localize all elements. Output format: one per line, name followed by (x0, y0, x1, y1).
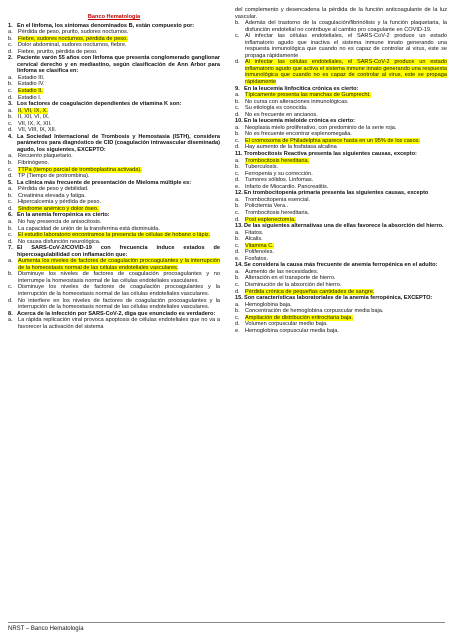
option-text: Neoplasia mielo proliferativo, con predominio de la serie roja. (245, 124, 397, 131)
option-text: Trombocitopenia esencial. (245, 196, 311, 203)
option-letter: a. (235, 229, 240, 236)
option-text: Volumen corpuscular medio baja. (245, 321, 328, 328)
option-letter: b. (235, 275, 240, 282)
option-letter: c. (235, 314, 240, 321)
option-letter: a. (8, 29, 13, 36)
option-letter: c. (235, 242, 240, 249)
option-letter: d. (235, 216, 240, 223)
option-letter: c. (235, 105, 240, 112)
option-text: Síndrome anémico y dolor óseo. (18, 205, 99, 212)
option-text: Hay aumento de la fosfatasa alcalina (245, 144, 337, 151)
option-text: Alteración en el transporte de hierro. (245, 275, 336, 282)
option-letter: a. (235, 157, 240, 164)
option-text: El cromosoma de Philadelphia aparece hasta en un 95% de los casos. (245, 137, 421, 144)
option-text: No causa disfunción neurológica. (18, 238, 101, 245)
option-letter: d. (235, 111, 240, 118)
option-letter: d. (8, 238, 13, 245)
option-letter: d. (235, 177, 240, 184)
option-letter: c. (235, 170, 240, 177)
question-text: En la leucemia linfocítica crónica es cierto: (244, 85, 359, 92)
option-text: Trombocitosis hereditaria. (245, 157, 310, 164)
option-text: Tumores sólidos. Linfomas. (245, 177, 314, 184)
question-text: La Sociedad Internacional de Trombosis y Hemostasia (ISTH), considera parámetros para diagnóstico de CID (coagulación intravascular diseminada) agudo, los siguientes, EXCEPTO: (17, 133, 220, 153)
option-text: Estadio III. (18, 74, 45, 81)
option-letter: b. (8, 225, 13, 232)
option-text: Estadio I. (18, 94, 42, 101)
answer-option-highlighted (235, 59, 447, 85)
option-letter: b. (8, 192, 13, 199)
option-text: Fosfatos. (245, 255, 269, 262)
option-text: Dolor abdominal, sudores nocturnos, fiebre. (18, 42, 127, 49)
option-text: Polifenoles. (245, 249, 274, 256)
option-text: Policitemia Vera.. (245, 203, 289, 210)
option-letter: c. (235, 137, 240, 144)
question-text: En el linfoma, los síntomas denominados B, están compuesto por: (17, 22, 195, 29)
question-number: 6. (8, 212, 13, 219)
option-letter: a. (8, 186, 13, 193)
question-stem (235, 151, 447, 158)
option-letter: c. (235, 281, 240, 288)
question-number: 2. (8, 55, 13, 62)
option-text: Concentración de hemoglobina corpuscular media baja. (245, 308, 384, 315)
left-question-list (8, 23, 220, 331)
option-letter: b. (235, 236, 240, 243)
option-letter: d. (8, 297, 13, 304)
answer-option (8, 298, 220, 311)
option-text: Fibrinógeno. (18, 160, 50, 167)
question-stem (8, 134, 220, 154)
option-letter: c. (235, 209, 240, 216)
option-text: VII, IX, X, XII. (18, 120, 52, 127)
option-text: Fitatos. (245, 229, 264, 236)
option-text: Fiebre, sudores nocturnos, pérdida de peso. (18, 35, 128, 42)
option-letter: a. (8, 107, 13, 114)
option-letter: d. (8, 173, 13, 180)
option-letter: d. (8, 48, 13, 55)
option-letter: c. (8, 199, 13, 206)
question-number: 9. (235, 85, 240, 92)
question-text: Son características laboratoriales de la anemia ferropénica, EXCEPTO: (244, 295, 433, 302)
question-number: 13. (235, 223, 243, 230)
option-text: El estudio laboratorio encontramos la presencia de células de hobano o lápiz. (18, 232, 211, 239)
question-text: Se considera la causa más frecuente de anemia ferropénica en el adulto: (244, 262, 438, 269)
option-text: Disminuye los niveles de factores de coagulación procoagulantes y la interrupción de la homeostasis normal de las células endoteliales vasculares. (18, 284, 220, 297)
question-text: La clínica más frecuente de presentación de Mieloma múltiple es: (17, 179, 192, 186)
option-text: Disminución de la absorción del hierro. (245, 281, 342, 288)
question-text: En la leucemia mieloide crónica es cierto: (244, 118, 355, 125)
option-letter: b. (235, 98, 240, 105)
option-text: Hemoglobina corpuscular media baja. (245, 327, 339, 334)
option-text: Creatinina elevada y fatiga. (18, 192, 86, 199)
option-text: Recuento plaquetario. (18, 153, 73, 160)
option-letter: a. (235, 92, 240, 99)
option-text: Estadio II. (18, 88, 43, 95)
option-text: No hay presencia de anisocitosis. (18, 218, 102, 225)
option-text: Vitamina C. (245, 242, 274, 249)
question-number: 1. (8, 22, 13, 29)
option-text: No es frecuente en ancianos. (245, 111, 318, 118)
option-text: Infarto de Miocardio. Pancreatitis. (245, 183, 329, 190)
option-letter: b. (235, 131, 240, 138)
option-letter: c. (235, 33, 240, 40)
option-letter: c. (8, 88, 13, 95)
option-letter: a. (8, 218, 13, 225)
option-text: Hipercalcemia y pérdida de peso. (18, 199, 102, 206)
question-text: En la anemia ferropénica es cierto: (17, 212, 110, 219)
document-title: Banco Hematología (87, 14, 141, 20)
option-letter: c. (8, 284, 13, 291)
right-column (235, 7, 447, 334)
question-text: Los factores de coagulación dependientes de vitamina K son: (17, 101, 182, 108)
question-text: De las siguientes alternativas una de ellas favorece la absorción del hierro. (244, 223, 444, 230)
question-number: 11. (235, 151, 243, 158)
option-text: Aumento de las necesidades. (245, 268, 319, 275)
option-text: Disminuye los niveles de factores de coagulación procoagulantes y no interrumpe la homeostasis normal de las células endoteliales vasculares. (18, 271, 220, 284)
option-text: Ferropenia y su corrección. (245, 170, 313, 177)
question-stem (8, 245, 220, 258)
question-number: 5. (8, 179, 13, 186)
option-text: VII, VIII, IX, XII. (18, 127, 57, 134)
left-column (8, 14, 220, 330)
answer-option (235, 328, 447, 335)
option-letter: d. (235, 321, 240, 328)
question-text: En trombocitopenia primaria presenta las siguientes causas, excepto (244, 190, 429, 197)
option-text: Pérdida de peso, prurito, sudores nocturnos. (18, 29, 129, 36)
option-letter: d. (235, 59, 240, 66)
question-number: 14. (235, 262, 243, 269)
option-letter: d. (8, 94, 13, 101)
option-text: TTPa (tiempo parcial de tromboplastina activada). (18, 166, 142, 173)
question-stem (235, 223, 447, 230)
option-text: No cursa con alteraciones inmunológicas. (245, 98, 349, 105)
option-letter: a. (235, 301, 240, 308)
answer-option (8, 271, 220, 284)
answer-option (235, 33, 447, 59)
option-text: Alcalis. (245, 236, 263, 243)
option-letter: a. (8, 258, 13, 265)
option-text: Fiebre, prurito, pérdida de peso. (18, 48, 98, 55)
option-text: Pérdida de peso y debilidad. (18, 186, 89, 193)
option-text: Al infectar las células endoteliales, el SARS-CoV-2 produce un estado inflamatorio agudo que activa el sistema inmune innato generando una respuesta inmunológica que cuando no es capaz de controlar al virus, este se propaga rápidamente (245, 59, 447, 86)
option-letter: d. (235, 144, 240, 151)
page-footer: NRST – Banco Hematología (8, 626, 84, 632)
option-text: II, VII, IX, X. (18, 107, 48, 114)
question-number: 3. (8, 101, 13, 108)
option-letter: b. (235, 20, 240, 27)
answer-option (8, 284, 220, 297)
option-text: Su etiología es conocida. (245, 105, 308, 112)
option-letter: a. (8, 153, 13, 160)
option-text: Pérdida crónica de pequeñas cantidades de sangre. (245, 288, 375, 295)
option-letter: d. (8, 205, 13, 212)
option-letter: e. (235, 183, 240, 190)
question-number: 12. (235, 190, 243, 197)
option-text: Ampliación de distribución eritrocitaria baja. (245, 314, 353, 321)
option-text: No interfiere en los niveles de factores de coagulación procoagulantes y la interrupción de la homeostasis normal de las células endoteliales vasculares. (18, 297, 220, 311)
option-letter: b. (8, 160, 13, 167)
footer-divider (8, 622, 445, 623)
option-letter: e. (235, 327, 240, 334)
question-number: 15. (235, 295, 243, 302)
option-letter: c. (8, 42, 13, 49)
option-letter: b. (8, 81, 13, 88)
option-letter: c. (8, 232, 13, 239)
option-letter: a. (8, 74, 13, 81)
continued-text: del complemento y desencadena la pérdida de la función anticoagulante de la luz vascular. (235, 7, 447, 20)
option-text: Post esplenectomía. (245, 216, 296, 223)
option-text: Aumenta los niveles de factores de coagulación procoagulantes y la interrupción de la homeostasis normal de las células endoteliales vasculares. (18, 258, 220, 271)
option-text: Estadio IV. (18, 81, 45, 88)
question-text: Acerca de la infección por SARS-CoV-2, diga que enunciado es verdadero: (17, 310, 216, 317)
option-letter: d. (235, 249, 240, 256)
option-text: La capacidad de unión de la transferrina está disminuida. (18, 225, 160, 232)
option-letter: b. (235, 203, 240, 210)
option-letter: b. (235, 308, 240, 315)
answer-option-highlighted (8, 258, 220, 271)
option-letter: d. (235, 288, 240, 295)
option-text: La rápida replicación viral provoca apoptosis de células endoteliales que no va a favorecer la activación del sistema (18, 317, 220, 330)
option-text: Además del trastorno de la coagulación/fibrinólisis y la función plaquetaria, la disfunción endotelial no contribuye al cambio pro coagulante en COVID-19. (245, 20, 447, 33)
question-text: Paciente varón 55 años con linfoma que presenta conglomerado ganglionar cervical derecho y en mediastino, según clasificación de Ann Arbor para linfoma se clasifica en: (17, 55, 220, 75)
option-text: Tuberculosis. (245, 164, 279, 171)
answer-option (235, 20, 447, 33)
question-number: 4. (8, 133, 13, 140)
question-text: Trombocitosis Reactiva presenta las siguientes causas, excepto: (244, 151, 417, 158)
right-question-list (235, 7, 447, 334)
option-letter: b. (8, 271, 13, 278)
option-letter: b. (8, 114, 13, 121)
option-text: Típicamente presenta las manchas de Gumprecht. (245, 92, 371, 99)
answer-option (8, 317, 220, 330)
option-letter: a. (235, 124, 240, 131)
option-letter: b. (8, 35, 13, 42)
option-letter: e. (235, 255, 240, 262)
option-text: Trombocitosis hereditaria. (245, 209, 310, 216)
option-letter: a. (235, 196, 240, 203)
option-letter: d. (8, 127, 13, 134)
option-letter: a. (235, 268, 240, 275)
option-text: No es frecuente encontrar esplenomegalia. (245, 131, 352, 138)
option-letter: a. (8, 317, 13, 324)
option-text: II, XII, VI, IX. (18, 114, 50, 121)
option-letter: c. (8, 166, 13, 173)
question-number: 8. (8, 310, 13, 317)
question-number: 7. (8, 245, 13, 252)
option-letter: c. (8, 120, 13, 127)
question-text: El SARS-CoV-2/COVID-19 con frecuencia induce estados de hipercoagulabilidad con inflamación que: (17, 245, 220, 258)
option-letter: b. (235, 164, 240, 171)
option-text: Al infectar las células endoteliales, el SARS-CoV-2 produce un estado inflamatorio agudo que inactiva el sistema inmune innato generando una respuesta inmunológica que cuando no es capaz de controlar al virus, este se propaga rápidamente (245, 33, 447, 59)
option-text: Hemoglobina baja. (245, 301, 292, 308)
question-stem (8, 55, 220, 75)
option-text: TP (Tiempo de protrombina). (18, 173, 90, 180)
question-number: 10. (235, 118, 243, 125)
